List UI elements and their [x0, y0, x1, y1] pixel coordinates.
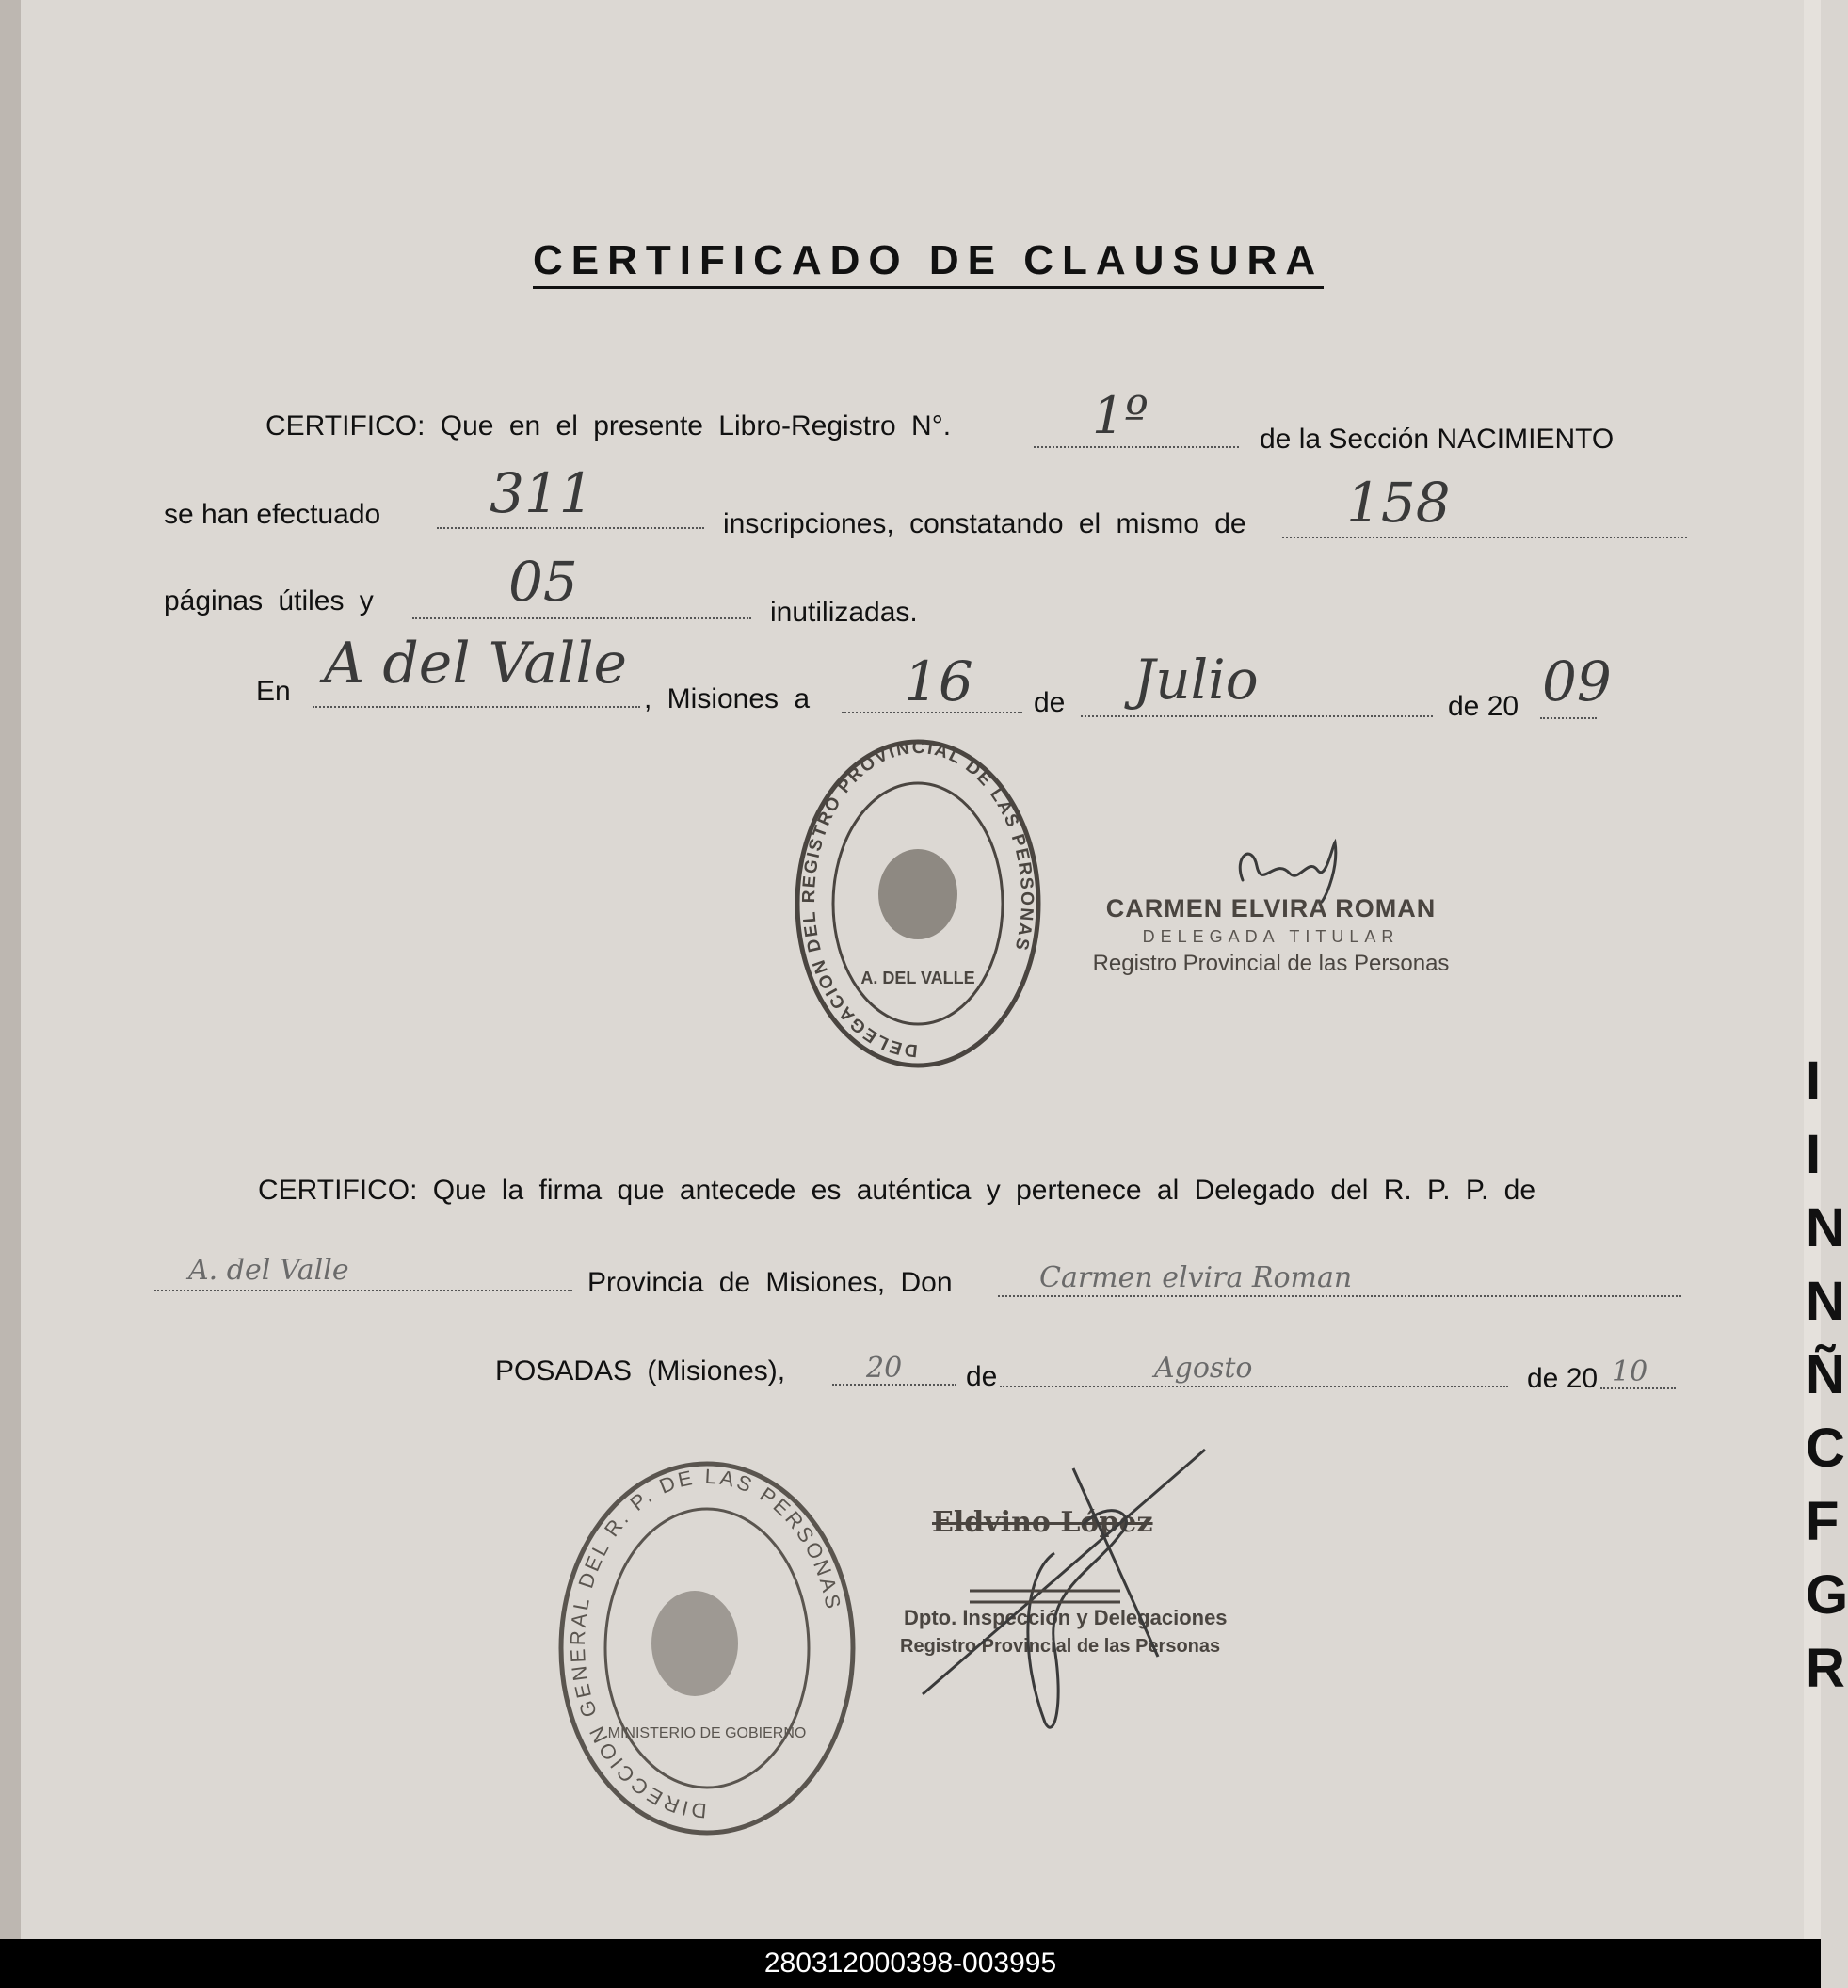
stamp-inner-text: A. DEL VALLE [860, 969, 975, 987]
scan-footer-id: 280312000398-003995 [0, 1939, 1821, 1988]
inscripciones-field [437, 527, 704, 529]
signatory2-name: Eldvino López [932, 1506, 1153, 1539]
edge-letter: I [1806, 1124, 1822, 1185]
s1-line3-prefix: páginas útiles y [164, 585, 374, 617]
signatory-org: Registro Provincial de las Personas [1092, 951, 1450, 976]
coat-of-arms-icon [651, 1591, 738, 1696]
edge-letter: G [1806, 1564, 1848, 1626]
paginas-inutilizadas-value: 05 [508, 550, 578, 614]
signature-scribble-2 [913, 1440, 1214, 1741]
paginas-inutilizadas-field [412, 617, 751, 619]
adjacent-page-letters [1804, 1045, 1848, 1706]
mes-field [1081, 715, 1433, 717]
s1-line1-suffix: de la Sección NACIMIENTO [1260, 424, 1615, 455]
edge-letter: N [1806, 1271, 1845, 1332]
edge-letter: N [1806, 1197, 1845, 1259]
s1-line2-prefix: se han efectuado [164, 499, 381, 530]
s2-mes-value: Agosto [1154, 1352, 1253, 1385]
lugar-value: A del Valle [324, 631, 628, 697]
dia-value: 16 [904, 649, 973, 713]
anio-field [1540, 717, 1597, 719]
signatory-name: CARMEN ELVIRA ROMAN [1105, 894, 1437, 922]
s2-line2-middle: Provincia de Misiones, Don [587, 1267, 953, 1298]
edge-letter: R [1806, 1638, 1845, 1699]
s1-line1-prefix: CERTIFICO: Que en el presente Libro-Registro N°. [265, 410, 952, 441]
paginas-utiles-value: 158 [1346, 471, 1451, 535]
anio-value: 09 [1542, 649, 1612, 713]
s1-line3-suffix: inutilizadas. [770, 597, 918, 628]
s2-don-value: Carmen elvira Roman [1039, 1261, 1353, 1294]
page-left-edge [0, 0, 23, 1939]
edge-letter: I [1806, 1050, 1822, 1112]
libro-numero-value: 1º [1092, 386, 1149, 445]
mes-value: Julio [1133, 648, 1259, 712]
paginas-utiles-field [1282, 537, 1687, 538]
s2-line3-de20: de 20 [1527, 1363, 1599, 1394]
stamp-direccion [554, 1455, 860, 1841]
edge-letter: F [1806, 1491, 1840, 1552]
s1-line4-de: de [1034, 687, 1066, 718]
s2-dia-value: 20 [866, 1352, 903, 1385]
signatory-role: DELEGADA TITULAR [1142, 927, 1400, 946]
signatory2-org: Registro Provincial de las Personas [900, 1636, 1221, 1657]
stamp2-inner-text: MINISTERIO DE GOBIERNO [607, 1725, 807, 1741]
edge-letter: C [1806, 1418, 1845, 1479]
s2-line3-prefix: POSADAS (Misiones), [495, 1355, 786, 1387]
signatory2-dept: Dpto. Inspección y Delegaciones [904, 1606, 1228, 1629]
libro-numero-field [1034, 446, 1239, 448]
s1-line4-de20: de 20 [1448, 691, 1519, 722]
stamp-delegacion [791, 734, 1045, 1073]
signature-block-1 [1083, 894, 1459, 977]
page-title: CERTIFICADO DE CLAUSURA [533, 237, 1324, 289]
s2-don-field [998, 1295, 1681, 1297]
stamp-ring-text: DELEGACION DEL REGISTRO PROVINCIAL DE LAS PERSONAS [798, 737, 1037, 1061]
s2-mes-field [1000, 1386, 1508, 1387]
s2-line1: CERTIFICO: Que la firma que antecede es auténtica y pertenece al Delegado del R. P. P. de [258, 1175, 1536, 1206]
edge-letter: Ñ [1806, 1344, 1845, 1405]
lugar-field [313, 706, 640, 708]
s2-line3-de: de [966, 1361, 998, 1392]
s2-anio-value: 10 [1612, 1355, 1648, 1388]
s1-line4-en: En [256, 676, 291, 707]
s1-line4-misiones: , Misiones a [644, 683, 811, 714]
inscripciones-value: 311 [490, 461, 594, 525]
s1-line2-middle: inscripciones, constatando el mismo de [723, 508, 1246, 539]
s2-lugar-value: A. del Valle [188, 1254, 349, 1287]
stamp2-ring-text: DIRECCION GENERAL DEL R. P. DE LAS PERSONAS [565, 1464, 846, 1823]
coat-of-arms-icon [878, 849, 957, 939]
s2-lugar-field [154, 1290, 572, 1291]
